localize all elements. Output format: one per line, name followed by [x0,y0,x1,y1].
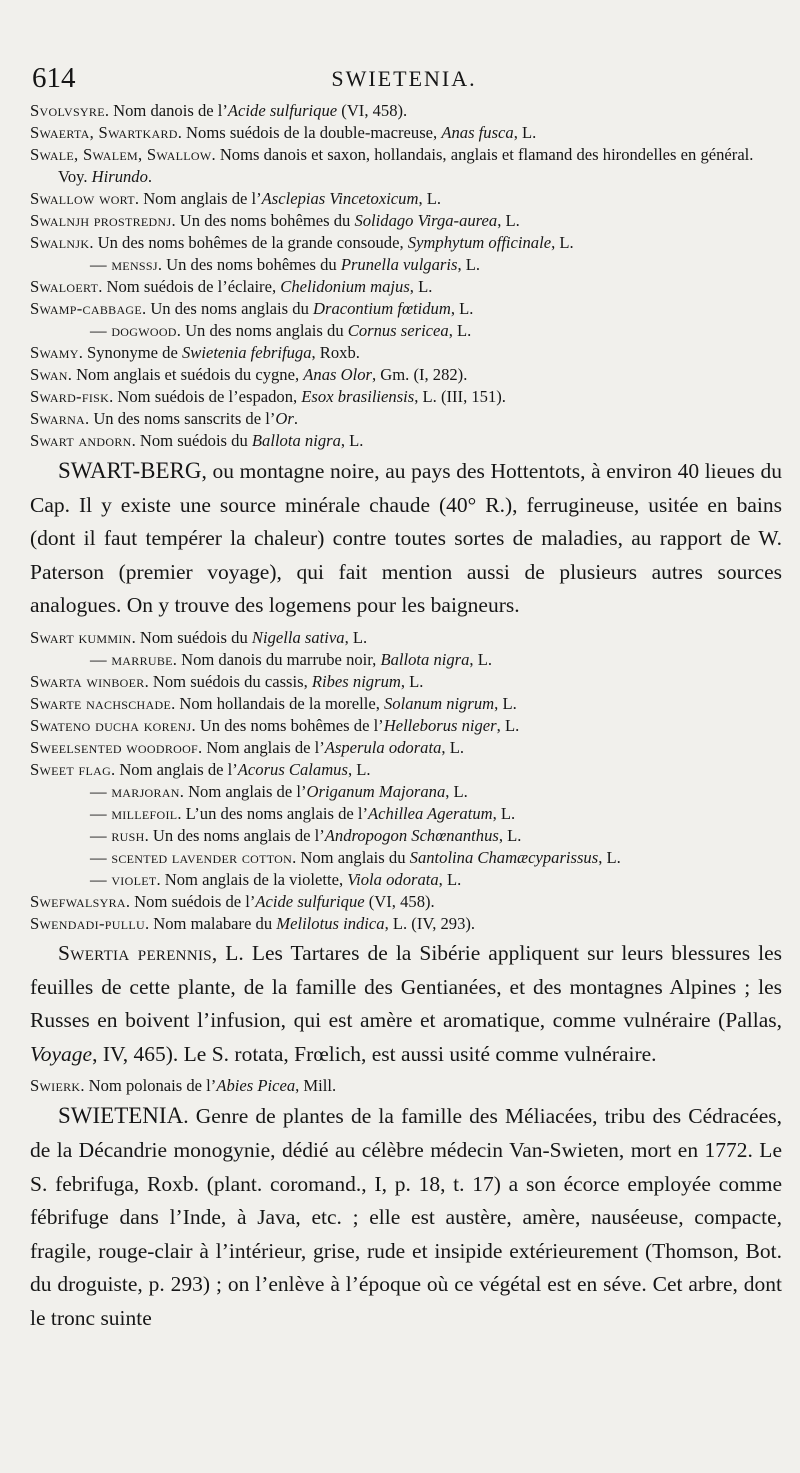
entry-text: . Un des noms bohêmes de la grande consoude, [89,233,408,252]
entry-italic: Achillea Ageratum [368,803,493,823]
entry-text: . Genre de plantes de la famille des Méliacées, tribu des Cédracées, de la Décandrie monogynie, dédié au célèbre médecin Van-Swieten, mort en 1772. Le S. febrifuga, Roxb. (plant. coromand., I, p. 18, t. 17) a son écorce employée comme fébrifuge dans l’Inde, à Java, etc. ; elle est austère, amère, nauséeuse, compacte, fragile, rouge-clair à l’intérieur, grise, rude et insipide extérieurement (Thomson, Bot. du droguiste, p. 293) ; on l’enlève à l’époque où ce végétal est en séve. Cet arbre, dont le tronc suinte [30,1104,782,1330]
entry-italic: Melilotus indica [276,913,385,933]
entry-text: . Nom danois du marrube noir, [172,649,381,669]
entry-italic: Symphytum officinale [407,233,552,252]
entry-italic: Helleborus niger [383,715,497,735]
dictionary-entry [30,781,782,803]
dictionary-entry [30,144,782,188]
entry-italic: Chelidonium majus [280,277,410,296]
headword: Swarte nachschade [30,693,172,713]
entry-text: . Synonyme de [78,343,182,362]
headword: Swarta winboer [30,671,145,691]
headword: Swertia perennis [58,940,212,965]
headword: Swaerta, Swartkard [30,123,178,142]
headword: Swart kummin [30,627,132,647]
headword: Swendadi-pullu [30,913,145,933]
entry-italic: Hirundo [91,167,148,186]
entry-text: . Nom anglais de la violette, [156,869,348,889]
entry-text: . Nom anglais de l’ [179,781,307,801]
entry-italic: Santolina Chamæcyparissus [409,847,599,867]
headword: — dogwood [90,321,177,340]
entry-text: . Nom suédois du [131,627,252,647]
entry-italic: Asclepias Vincetoxicum [261,189,419,208]
entry-text-after: , L. [498,825,522,845]
entry-text-after: , L. [513,123,537,142]
entry-italic: Solanum nigrum [384,693,495,713]
headword: SWIETENIA [58,1103,184,1129]
entry-text-after: , IV, 465). Le S. rotata, Frœlich, est aussi usité comme vulnéraire. [92,1041,657,1066]
entry-italic: Acorus Calamus [237,759,348,779]
entry-text-after: , L. [400,671,424,691]
dictionary-entry [30,122,782,144]
entry-text: , ou montagne noire, au pays des Hottentots, à environ 40 lieues du Cap. Il y existe une source minérale chaude (40° R.), ferrugineuse, usitée en bains (dont il faut tempérer la chaleur) contre toutes sortes de maladies, au rapport de W. Paterson (premier voyage), qui fait mention aussi de plusieurs autres sources analogues. On y trouve des logemens pour les baigneurs. [30,459,782,618]
dictionary-entry [30,100,782,122]
dictionary-entry [30,715,782,737]
entry-italic: Cornus sericea [347,321,449,340]
headword: — rush [90,825,145,845]
headword: Swallow wort [30,189,135,208]
dictionary-entry [30,408,782,430]
entry-text: . Nom malabare du [144,913,277,933]
dictionary-entry [30,254,782,276]
entry-italic: Ballota nigra [251,431,341,450]
entry-text: . Un des noms sanscrits de l’ [85,409,276,428]
dictionary-entry [30,188,782,210]
headword: Swarna [30,409,86,428]
headword: — marjoran [90,781,180,801]
page-body [30,100,782,1340]
entry-text-after: , L. [457,255,481,274]
entry-italic: Anas Olor [303,365,372,384]
headword: — scented lavender cotton [90,847,293,867]
entry-italic: Swietenia febrifuga [181,343,312,362]
entry-text: . Nom suédois du [131,431,252,450]
headword: Swaloert [30,277,99,296]
headword: Swefwalsyra [30,891,126,911]
entry-italic: Asperula odorata [324,737,442,757]
entry-list-1 [30,100,782,452]
entry-text: . Nom suédois du cassis, [144,671,312,691]
entry-italic: Esox brasiliensis [301,387,415,406]
headword: Svolvsyre [30,101,105,120]
entry-text-after: , L. [497,211,520,230]
headword: Sweet flag [30,759,112,779]
entry-italic: Nigella sativa [251,627,345,647]
dictionary-entry [30,825,782,847]
entry-text: . Noms danois et saxon, hollandais, anglais et flamand des hirondelles en général. Voy. [58,145,754,186]
headword: Swateno ducha korenj [30,715,192,735]
headword: Swierk [30,1076,81,1096]
entry-text-after: , L. [409,277,433,296]
headword: — menssj [90,255,158,274]
entry-text: . Un des noms anglais de l’ [144,825,325,845]
entry-text-after: , L. [494,693,517,713]
entry-text-after: , L. [418,189,442,208]
headword: — millefoil [90,803,178,823]
entry-text-after: , L. (III, 151). [414,387,506,406]
headword: Swamy [30,343,79,362]
entry-text: . Nom anglais du [292,847,410,867]
entry-text: . Nom anglais de l’ [134,189,262,208]
entry-italic: Andropogon Schœnanthus [324,825,499,845]
dictionary-entry [30,210,782,232]
entry-italic: Voyage [30,1041,93,1066]
entry-italic: Viola odorata [347,869,439,889]
dictionary-entry [30,847,782,869]
entry-text-after: , Mill. [295,1076,337,1096]
dictionary-entry [30,364,782,386]
dictionary-entry [30,386,782,408]
entry-text: . Nom suédois de l’ [125,891,256,911]
entry-text-after: , L. [551,233,574,252]
page-header [32,62,776,96]
headword: — marrube [90,649,173,669]
entry-swart-berg [30,454,782,623]
running-head: SWIETENIA. [331,66,477,91]
dictionary-entry [30,276,782,298]
entry-italic: Ribes nigrum [311,671,401,691]
headword: — violet [90,869,157,889]
dictionary-entry [30,693,782,715]
entry-text-after: , L. [496,715,520,735]
dictionary-entry [30,342,782,364]
dictionary-entry [30,803,782,825]
entry-text-after: . [293,409,298,428]
entry-text-after: , L. [347,759,371,779]
entry-italic: Or [275,409,294,428]
entry-italic: Ballota nigra [380,649,470,669]
entry-text-after: , L. [469,649,492,669]
dictionary-entry [30,913,782,935]
dictionary-entry [30,649,782,671]
dictionary-entry [30,869,782,891]
entry-italic: Solidago Virga-aurea [354,211,498,230]
dictionary-entry [30,759,782,781]
entry-text: . Nom hollandais de la morelle, [171,693,384,713]
entry-text-after: (VI, 458). [337,101,408,120]
dictionary-entry [30,627,782,649]
dictionary-entry [30,430,782,452]
entry-text-after: , L. [450,299,474,318]
dictionary-entry [30,232,782,254]
entry-text-after: , L. [344,627,368,647]
entry-text: . Un des noms bohêmes du [171,211,355,230]
dictionary-entry [30,891,782,913]
headword: Swalnjk [30,233,90,252]
entry-text-after: , Gm. (I, 282). [371,365,468,384]
entry-swertia [30,937,782,1071]
headword: SWART-BERG [58,458,202,483]
entry-text: . Un des noms bohêmes du [157,255,341,274]
entry-text: , L. Les Tartares de la Sibérie appliquent sur leurs blessures les feuilles de cette plante, de la famille des Gentianées, et des montagnes Alpines ; les Russes en boivent l’infusion, qui est amère et aromatique, comme vulnéraire (Pallas, [30,940,782,1033]
entry-italic: Acide sulfurique [255,891,365,911]
entry-text-after: , L. (IV, 293). [384,913,476,933]
entry-swietenia [30,1099,782,1335]
headword: Swalnjh prostrednj [30,211,172,230]
entry-text-after: . [147,167,153,186]
entry-italic: Acide sulfurique [227,101,338,120]
entry-text: . Nom suédois de l’éclaire, [98,277,281,296]
entry-italic: Origanum Majorana [306,781,446,801]
entry-text: . Nom anglais et suédois du cygne, [67,365,304,384]
entry-text-after: , L. [492,803,516,823]
entry-text: . Nom anglais de l’ [198,737,325,757]
entry-text-after: , L. [445,781,468,801]
entry-text: . Noms suédois de la double-macreuse, [177,123,442,142]
entry-text: . Nom danois de l’ [104,101,228,120]
dictionary-entry [30,320,782,342]
headword: Swan [30,365,68,384]
headword: Swart andorn [30,431,132,450]
dictionary-entry [30,671,782,693]
entry-text: . Un des noms anglais du [176,321,348,340]
entry-italic: Dracontium fœtidum [313,299,451,318]
headword: Sweelsented woodroof [30,737,199,757]
entry-text-after: , Roxb. [311,343,360,362]
entry-text: . Nom polonais de l’ [80,1076,217,1096]
entry-text: . Nom anglais de l’ [111,759,238,779]
entry-italic: Prunella vulgaris [340,255,458,274]
entry-text-after: , L. [340,431,364,450]
entry-text-after: (VI, 458). [364,891,435,911]
entry-swierk [30,1075,782,1097]
entry-text-after: , L. [438,869,462,889]
page-number: 614 [32,62,76,94]
headword: Sward-fisk [30,387,110,406]
entry-text-after: , L. [598,847,621,867]
entry-list-2 [30,627,782,935]
headword: Swale, Swalem, Swallow [30,145,212,164]
entry-text: . Nom suédois de l’espadon, [109,387,302,406]
entry-text: . Un des noms bohêmes de l’ [191,715,384,735]
entry-text: . L’un des noms anglais de l’ [177,803,369,823]
entry-text: . Un des noms anglais du [142,299,314,318]
dictionary-entry [30,298,782,320]
entry-italic: Anas fusca [441,123,514,142]
entry-text-after: , L. [448,321,472,340]
entry-text-after: , L. [441,737,464,757]
entry-italic: Abies Picea [216,1076,296,1096]
headword: Swamp-cabbage [30,299,143,318]
dictionary-entry [30,737,782,759]
